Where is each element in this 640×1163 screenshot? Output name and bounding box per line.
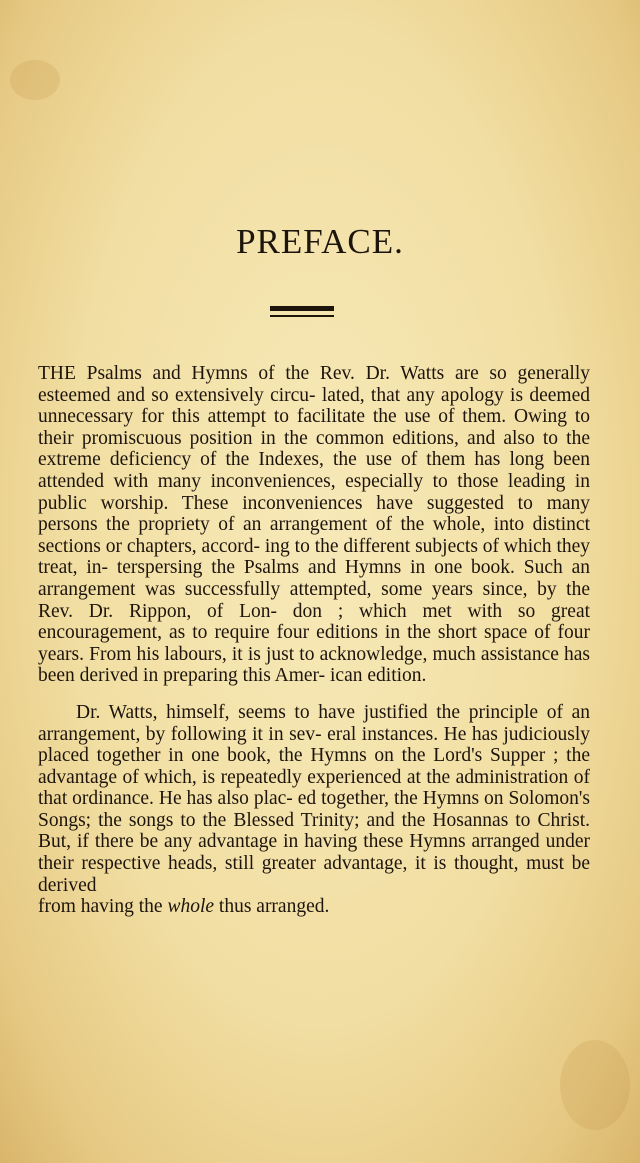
text-line: ing to the different subjects of which they treat, in-	[38, 535, 591, 579]
closing-line-start: from having the	[38, 896, 168, 918]
preface-closing-line	[38, 896, 590, 918]
text-line: ed together, the Hymns on Solomon's Songs; the	[38, 788, 590, 831]
text-line: in one book, the Hymns on the Lord's Supper ; the	[168, 745, 590, 767]
ornament-rule-thin	[270, 315, 334, 317]
text-line: inconveniences, especially to those leading in public	[38, 470, 591, 514]
text-line: Christ. But, if there be any advantage in having	[38, 809, 590, 853]
text-line: Such an arrangement was successfully attempted,	[38, 557, 590, 600]
text-line: this attempt to facilitate the use of them. Owing to	[171, 406, 590, 428]
text-line: the whole, into distinct sections or chapters, accord-	[38, 514, 590, 557]
text-line: still greater advantage, it is thought, must be derived	[38, 853, 590, 896]
text-line: THE Psalms and Hymns of the Rev. Dr. Watts	[38, 363, 445, 384]
text-line: assistance has been derived in preparing this Amer-	[38, 643, 591, 687]
text-line: administration of that ordinance. He has also plac-	[38, 766, 590, 810]
title-rule-ornament	[270, 306, 334, 320]
text-line: advantage of which, is repeatedly experienced at the	[38, 766, 451, 788]
text-line: their promiscuous position in the common editions,	[38, 427, 459, 449]
paper-stain	[10, 60, 60, 100]
text-line: worship. These inconveniences have suggested to	[100, 492, 533, 514]
text-line: songs to the Blessed Trinity; and the Hosannas to	[128, 809, 531, 831]
ornament-rule-thick	[270, 306, 334, 311]
text-line: and also to the extreme deficiency of the Indexes,	[38, 427, 591, 471]
page-title: PREFACE.	[236, 222, 404, 261]
text-line: Dr. Watts, himself, seems to have justified the	[76, 701, 461, 723]
text-line: many persons the propriety of an arrangement of	[38, 492, 591, 536]
text-line: ican edition.	[330, 665, 427, 687]
text-line: lated, that any apology is deemed unnecessary for	[38, 384, 590, 428]
text-line: are so generally esteemed and so extensively circu-	[38, 363, 591, 406]
text-line: don ; which met with so great encouragement, as to	[38, 600, 591, 644]
text-line: From his labours, it is just to acknowledge, much	[89, 643, 476, 665]
preface-body	[38, 363, 590, 918]
text-line: these Hymns arranged under their respective heads,	[38, 831, 590, 875]
closing-line-end: thus arranged.	[214, 896, 330, 918]
preface-paragraph-1	[38, 363, 590, 687]
text-line: require four editions in the short space of four years.	[38, 622, 591, 665]
preface-paragraph-2	[38, 702, 590, 896]
closing-line-emphasis: whole	[167, 896, 215, 918]
text-line: terspersing the Psalms and Hymns in one book.	[116, 557, 515, 579]
text-line: principle of an arrangement, by following it in sev-	[38, 701, 590, 745]
text-line: some years since, by the Rev. Dr. Rippon, of Lon-	[38, 578, 590, 622]
text-line: the use of them has long been attended with many	[38, 449, 591, 492]
text-line: eral instances. He has judiciously placed together	[38, 723, 590, 767]
paper-stain	[560, 1040, 630, 1130]
